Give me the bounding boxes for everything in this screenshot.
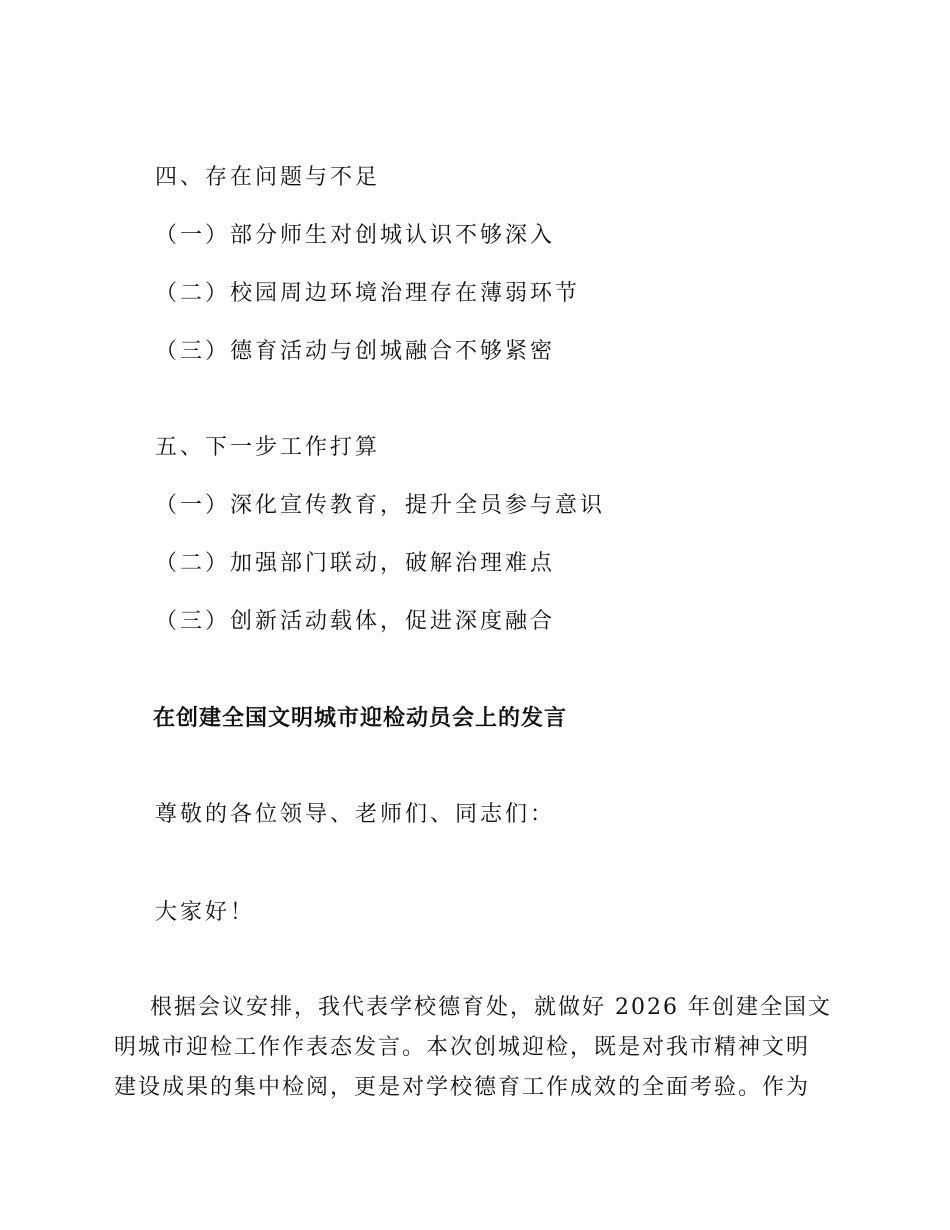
section-4-item-1: （一）部分师生对创城认识不够深入 bbox=[155, 223, 556, 248]
paragraph-line-2: 明城市迎检工作作表态发言。本次创城迎检，既是对我市精神文明 bbox=[114, 1035, 811, 1060]
paragraph-line-3: 建设成果的集中检阅，更是对学校德育工作成效的全面考验。作为 bbox=[114, 1075, 811, 1100]
section-5-item-2: （二）加强部门联动，破解治理难点 bbox=[155, 551, 556, 576]
section-5-item-1: （一）深化宣传教育，提升全员参与意识 bbox=[155, 493, 606, 518]
speech-greeting: 大家好！ bbox=[155, 900, 256, 925]
section-4-title: 四、存在问题与不足 bbox=[155, 165, 381, 190]
speech-paragraph bbox=[114, 988, 834, 1108]
paragraph-line-1: 根据会议安排，我代表学校德育处，就做好 2026 年创建全国文 bbox=[114, 995, 832, 1020]
section-4-item-3: （三）德育活动与创城融合不够紧密 bbox=[155, 339, 556, 364]
speech-title: 在创建全国文明城市迎检动员会上的发言 bbox=[153, 706, 568, 731]
section-4-item-2: （二）校园周边环境治理存在薄弱环节 bbox=[155, 281, 581, 306]
section-5-title: 五、下一步工作打算 bbox=[155, 435, 381, 460]
section-5-item-3: （三）创新活动载体，促进深度融合 bbox=[155, 609, 556, 634]
speech-salutation: 尊敬的各位领导、老师们、同志们： bbox=[155, 802, 556, 827]
